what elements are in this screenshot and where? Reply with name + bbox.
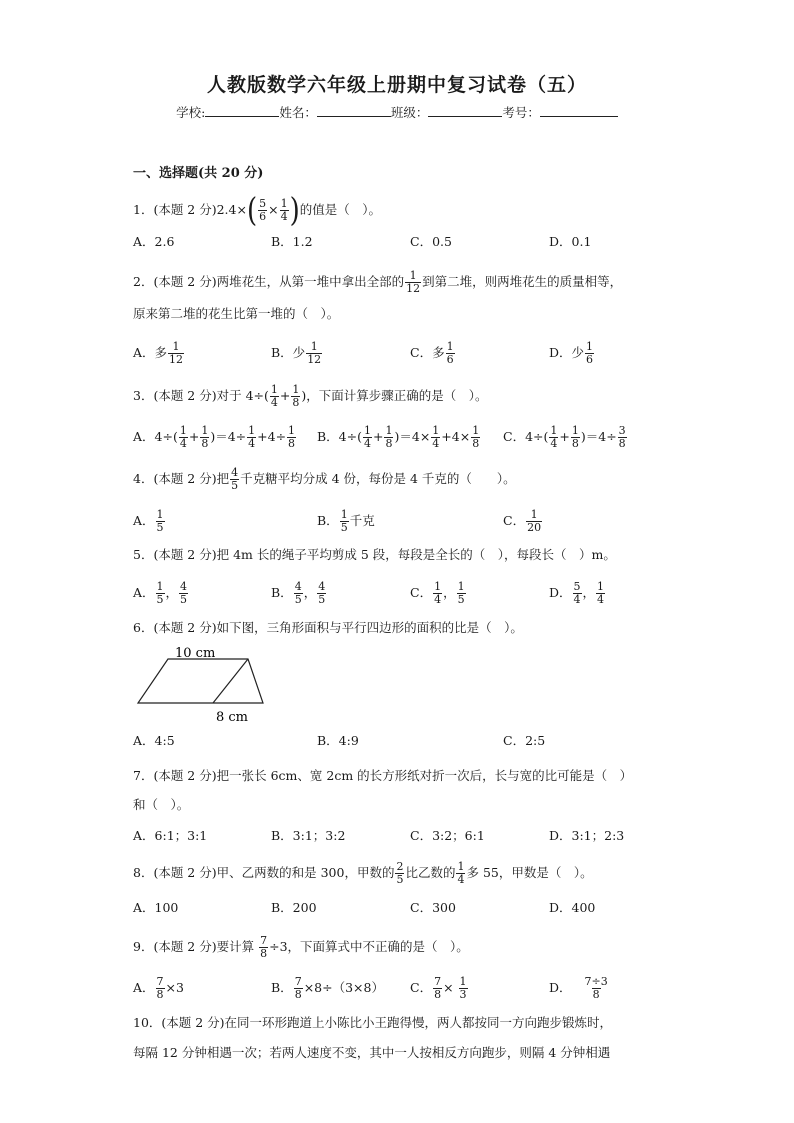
page-title: 人教版数学六年级上册期中复习试卷（五） bbox=[206, 74, 587, 96]
q3-option-b: B．4÷( $\frac{1}{4}$ + $\frac{1}{8}$ )＝4× $\frac{1}{4}$ +4× $\frac{1}{8}$ bbox=[317, 424, 480, 450]
q7-option-c: C．3:2；6:1 bbox=[410, 828, 485, 843]
q8-option-a: A．100 bbox=[133, 900, 179, 915]
q3-option-c: C．4÷( $\frac{1}{4}$ + $\frac{1}{8}$ )＝4÷ $\frac{3}{8}$ bbox=[503, 424, 626, 450]
question-7-line2: 和（ ）。 bbox=[133, 797, 190, 812]
student-info-line bbox=[0, 103, 794, 121]
q4-option-b: B． $\frac{1}{5}$ 千克 bbox=[317, 508, 375, 534]
question-7: 7．(本题 2 分)把一张长 6cm、宽 2cm 的长方形纸对折一次后，长与宽的比可能是（ ） bbox=[133, 768, 633, 783]
q9-option-a: A． $\frac{7}{8}$ ×3 bbox=[133, 975, 184, 1001]
school-label: 学校: bbox=[176, 105, 206, 120]
q6-option-c: C．2:5 bbox=[503, 733, 546, 748]
question-5: 5．(本题 2 分)把 4m 长的绳子平均剪成 5 段，每段是全长的（ ），每段长（ ）m。 bbox=[133, 547, 616, 562]
parallelogram-outline bbox=[138, 659, 263, 703]
q1-option-b: B．1.2 bbox=[271, 234, 313, 249]
class-label: 班级： bbox=[390, 105, 429, 120]
q8-option-c: C．300 bbox=[410, 900, 456, 915]
q3-option-a: A．4÷( $\frac{1}{4}$ + $\frac{1}{8}$ )＝4÷ $\frac{1}{4}$ +4÷ $\frac{1}{8}$ bbox=[133, 424, 296, 450]
parallelogram-figure bbox=[133, 645, 273, 727]
q9-option-d: D． $\frac{7\div 3}{8}$ bbox=[549, 975, 608, 1001]
id-blank bbox=[540, 104, 618, 117]
q2-option-b: B．少 $\frac{1}{12}$ bbox=[271, 340, 322, 366]
q4-option-a: A． $\frac{1}{5}$ bbox=[133, 508, 164, 534]
triangle-divider bbox=[213, 659, 248, 703]
id-label: 考号： bbox=[502, 105, 540, 120]
q9-option-b: B． $\frac{7}{8}$ ×8÷（3×8） bbox=[271, 975, 384, 1001]
figure-bottom-label: 8 cm bbox=[216, 710, 249, 725]
name-blank bbox=[317, 104, 391, 117]
q2-option-c: C．多 $\frac{1}{6}$ bbox=[410, 340, 454, 366]
name-label: 姓名： bbox=[279, 105, 317, 120]
q1-option-d: D．0.1 bbox=[549, 234, 592, 249]
q6-option-a: A．4:5 bbox=[133, 733, 175, 748]
q5-option-a: A． $\frac{1}{5}$ ， $\frac{4}{5}$ bbox=[133, 580, 188, 606]
section-heading: 一、选择题(共 20 分) bbox=[133, 166, 264, 181]
question-2: 2．(本题 2 分)两堆花生，从第一堆中拿出全部的 $\frac{1}{12}$ 到第二堆，则两堆花生的质量相等， bbox=[133, 269, 623, 295]
question-2-line2: 原来第二堆的花生比第一堆的（ ）。 bbox=[133, 306, 340, 321]
q5-option-c: C． $\frac{1}{4}$ ， $\frac{1}{5}$ bbox=[410, 580, 465, 606]
q9-option-c: C． $\frac{7}{8}$ × $\frac{1}{3}$ bbox=[410, 975, 467, 1001]
question-4: 4．(本题 2 分)把 $\frac{4}{5}$ 千克糖平均分成 4 份，每份是 4 千克的（ ）。 bbox=[133, 466, 516, 492]
school-blank bbox=[205, 104, 279, 117]
q7-option-d: D．3:1；2:3 bbox=[549, 828, 625, 843]
question-1: 1．(本题 2 分)2.4×( $\frac{5}{6}$ × $\frac{1}{4}$ )的值是（ ）。 bbox=[133, 191, 382, 230]
class-blank bbox=[428, 104, 502, 117]
question-10: 10．(本题 2 分)在同一环形跑道上小陈比小王跑得慢，两人都按同一方向跑步锻炼时， bbox=[133, 1015, 613, 1030]
question-10-line2: 每隔 12 分钟相遇一次；若两人速度不变，其中一人按相反方向跑步，则隔 4 分钟相遇 bbox=[133, 1045, 611, 1060]
question-9: 9．(本题 2 分)要计算 $\frac{7}{8}$ ÷3，下面算式中不正确的是（ ）。 bbox=[133, 934, 469, 960]
q1-option-a: A．2.6 bbox=[133, 234, 175, 249]
question-8: 8．(本题 2 分)甲、乙两数的和是 300，甲数的 $\frac{2}{5}$ 比乙数的 $\frac{1}{4}$ 多 55，甲数是（ ）。 bbox=[133, 860, 593, 886]
q5-option-b: B． $\frac{4}{5}$ ， $\frac{4}{5}$ bbox=[271, 580, 326, 606]
q6-option-b: B．4:9 bbox=[317, 733, 359, 748]
q5-option-d: D． $\frac{5}{4}$ ， $\frac{1}{4}$ bbox=[549, 580, 605, 606]
q7-option-a: A．6:1；3:1 bbox=[133, 828, 208, 843]
q2-option-a: A．多 $\frac{1}{12}$ bbox=[133, 340, 184, 366]
q7-option-b: B．3:1；3:2 bbox=[271, 828, 346, 843]
question-3: 3．(本题 2 分)对于 4÷( $\frac{1}{4}$ + $\frac{1}{8}$ )，下面计算步骤正确的是（ ）。 bbox=[133, 383, 488, 409]
q4-option-c: C． $\frac{1}{20}$ bbox=[503, 508, 542, 534]
q2-option-d: D．少 $\frac{1}{6}$ bbox=[549, 340, 594, 366]
question-6: 6．(本题 2 分)如下图，三角形面积与平行四边形的面积的比是（ ）。 bbox=[133, 620, 523, 635]
q8-option-d: D．400 bbox=[549, 900, 596, 915]
q1-option-c: C．0.5 bbox=[410, 234, 452, 249]
q8-option-b: B．200 bbox=[271, 900, 317, 915]
figure-top-label: 10 cm bbox=[175, 646, 216, 661]
